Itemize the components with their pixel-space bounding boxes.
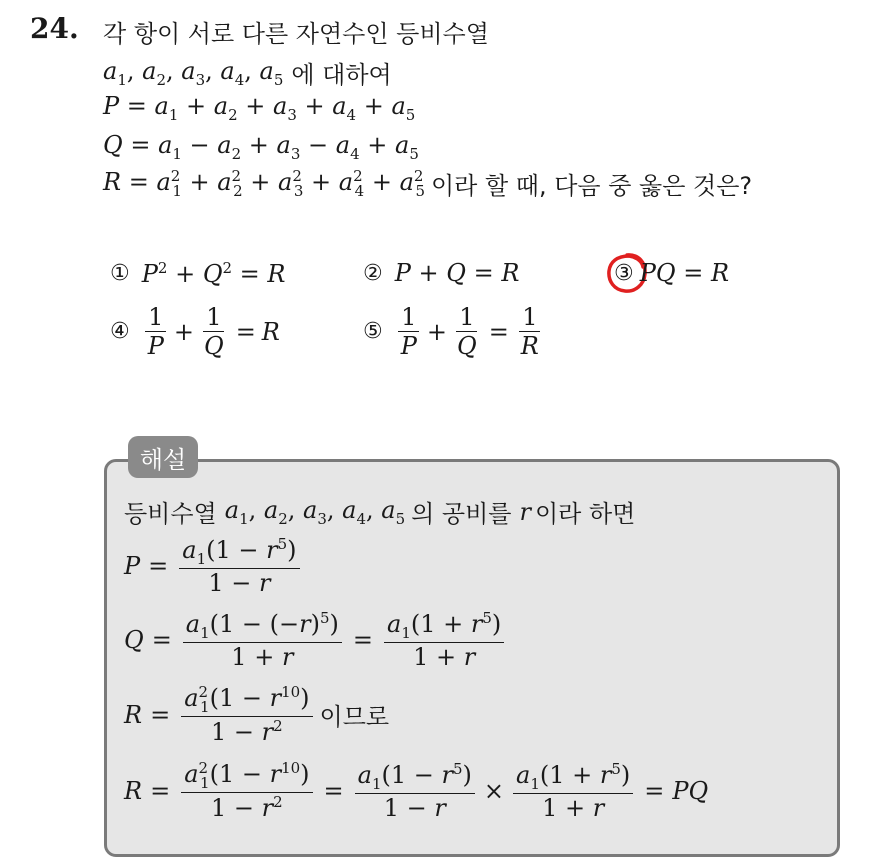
solution-suffix: 이라 하면 xyxy=(534,500,636,528)
choice-3-marker: ③ xyxy=(614,260,634,286)
solution-mid: 의 공비를 xyxy=(411,500,512,528)
choice-5[interactable] xyxy=(363,304,545,360)
sequence-terms: $a_1$, $a_2$, $a_3$, $a_4$, $a_5$ xyxy=(103,56,284,89)
solution-P: P = $\frac{a_1(1 - r^5)}{1 - r}$ xyxy=(124,536,303,597)
R-therefore: 이므로 xyxy=(319,703,390,732)
sequence-terms-line xyxy=(103,55,392,90)
solution-final: R = $\frac{a^2_1(1 - r^{10})}{1 - r^2}$ = $\frac{a_1(1 - r^5)}{1 - r}$ × $\frac{a_1(1 + r^5)}{1 + r}$ = PQ xyxy=(124,759,709,823)
choice-1[interactable] xyxy=(110,259,286,288)
solution-R: R = $\frac{a^2_1(1 - r^{10})}{1 - r^2}$ 이므로 xyxy=(124,683,390,747)
solution-label: 해설 xyxy=(128,436,198,478)
choice-2[interactable] xyxy=(363,259,519,287)
solution-line-1 xyxy=(124,494,635,529)
choice-4-expression: $\frac{1}{P}$ + $\frac{1}{Q}$ = R xyxy=(142,304,280,360)
solution-terms: $a_1$, $a_2$, $a_3$, $a_4$, $a_5$ xyxy=(224,495,406,528)
equation-Q: $Q = a_1 - a_2 + a_3 - a_4 + a_5$ xyxy=(103,131,419,163)
terms-suffix: 에 대하여 xyxy=(291,61,392,89)
choice-4[interactable] xyxy=(110,304,280,360)
equation-R-line xyxy=(103,166,752,201)
choice-3[interactable] xyxy=(614,259,729,287)
choice-2-marker: ② xyxy=(363,260,383,286)
choice-1-expression: $P^2 + Q^2 = R$ xyxy=(141,259,286,288)
R-suffix: 이라 할 때, 다음 중 옳은 것은? xyxy=(430,172,753,200)
equation-R: $R = a^2_1 + a^2_2 + a^2_3 + a^2_4 + a^2_5$ xyxy=(103,167,425,200)
equation-P: $P = a_1 + a_2 + a_3 + a_4 + a_5$ xyxy=(103,92,416,124)
solution-prefix: 등비수열 xyxy=(124,500,217,528)
solution-Q: Q = $\frac{a_1(1 - (-r)^5)}{1 + r}$ = $\frac{a_1(1 + r^5)}{1 + r}$ xyxy=(124,610,507,671)
choice-2-expression: P + Q = R xyxy=(394,259,520,287)
question-intro: 각 항이 서로 다른 자연수인 등비수열 xyxy=(103,20,489,48)
choice-4-marker: ④ xyxy=(110,319,130,345)
choice-5-marker: ⑤ xyxy=(363,319,383,345)
choice-3-expression: PQ = R xyxy=(639,259,730,287)
choice-5-expression: $\frac{1}{P}$ + $\frac{1}{Q}$ = $\frac{1}{R}$ xyxy=(395,304,545,360)
ratio-r: r xyxy=(519,497,531,526)
question-number: 24. xyxy=(30,12,79,45)
choice-1-marker: ① xyxy=(110,261,130,286)
